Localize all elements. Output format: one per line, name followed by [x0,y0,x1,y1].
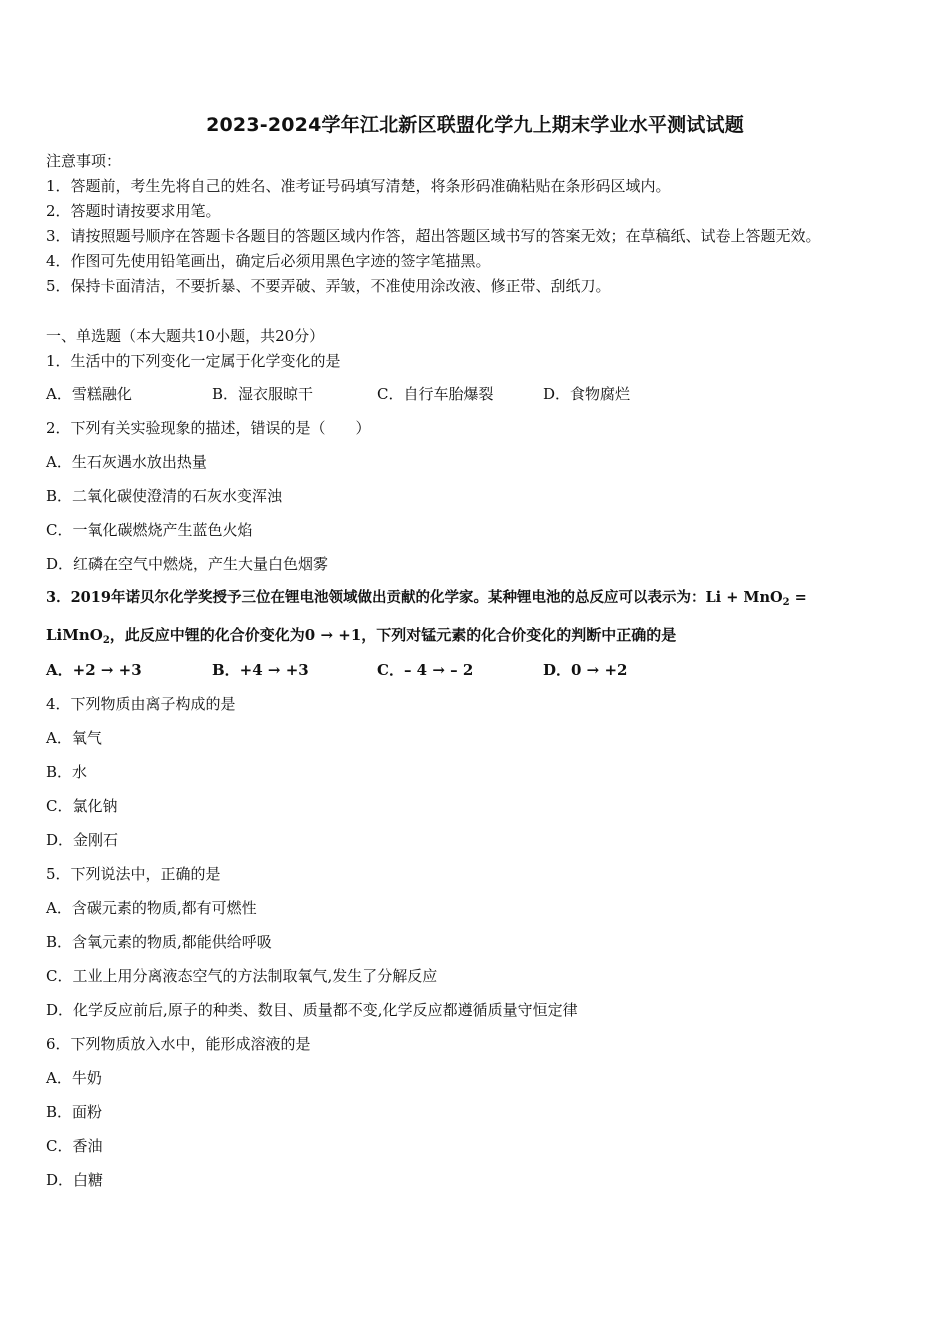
question-4-option-d: D．金刚石 [46,831,119,849]
question-4-stem: 4．下列物质由离子构成的是 [46,695,236,713]
question-2-option-c: C．一氧化碳燃烧产生蓝色火焰 [46,521,253,539]
notice-heading: 注意事项： [46,152,122,170]
question-3-stem-line2 [46,625,676,651]
question-2-option-d: D．红磷在空气中燃烧，产生大量白色烟雾 [46,555,329,573]
notice-item-1: 1．答题前，考生先将自己的姓名、准考证号码填写清楚，将条形码准确粘贴在条形码区域内。 [46,177,671,195]
question-4-option-b: B．水 [46,763,88,781]
notice-item-2: 2．答题时请按要求用笔。 [46,202,221,220]
question-5-option-d: D．化学反应前后,原子的种类、数目、质量都不变,化学反应都遵循质量守恒定律 [46,1001,578,1019]
notice-item-3: 3．请按照题号顺序在答题卡各题目的答题区域内作答，超出答题区域书写的答案无效；在草稿纸、试卷上答题无效。 [46,227,821,245]
question-4-option-a: A．氧气 [46,729,102,747]
section-heading: 一、单选题（本大题共10小题，共20分） [46,327,325,345]
question-3-option-b: B．+4 → +3 [212,661,309,679]
question-4-option-c: C．氯化钠 [46,797,118,815]
question-6-stem: 6．下列物质放入水中，能形成溶液的是 [46,1035,311,1053]
question-6-option-c: C．香油 [46,1137,103,1155]
question-6-option-a: A．牛奶 [46,1069,102,1087]
notice-item-5: 5．保持卡面清洁，不要折暴、不要弄破、弄皱，不准使用涂改液、修正带、刮纸刀。 [46,277,611,295]
question-1-option-d: D．食物腐烂 [543,385,631,403]
question-2-option-a: A．生石灰遇水放出热量 [46,453,207,471]
question-3-subscript-2: 2 [102,635,110,646]
question-3-formula: LiMnO [46,626,103,644]
question-1-option-a: A．雪糕融化 [46,385,132,403]
question-1-option-b: B．湿衣服晾干 [212,385,314,403]
question-6-option-b: B．面粉 [46,1103,103,1121]
question-2-option-b: B．二氧化碳使澄清的石灰水变浑浊 [46,487,283,505]
question-3-option-d: D．0 → +2 [543,661,628,679]
question-3-subscript-1: 2 [782,597,790,608]
question-2-stem: 2．下列有关实验现象的描述，错误的是（ ） [46,419,371,437]
question-5-option-a: A．含碳元素的物质,都有可燃性 [46,899,257,917]
notice-item-4: 4．作图可先使用铅笔画出，确定后必须用黑色字迹的签字笔描黑。 [46,252,491,270]
question-3-stem-text-1: 3．2019年诺贝尔化学奖授予三位在锂电池领域做出贡献的化学家。某种锂电池的总反应可以表示为：Li + MnO [46,589,783,606]
page-title: 2023-2024学年江北新区联盟化学九上期末学业水平测试试题 [206,114,744,136]
question-5-option-b: B．含氧元素的物质,都能供给呼吸 [46,933,272,951]
question-1-option-c: C．自行车胎爆裂 [377,385,494,403]
question-3-stem-text-2: ，此反应中锂的化合价变化为0 → +1，下列对锰元素的化合价变化的判断中正确的是 [109,626,677,644]
question-6-option-d: D．白糖 [46,1171,104,1189]
question-3-option-a: A．+2 → +3 [46,661,142,679]
question-5-stem: 5．下列说法中，正确的是 [46,865,221,883]
question-3-equals: = [789,589,807,606]
question-1-stem: 1．生活中的下列变化一定属于化学变化的是 [46,352,341,370]
question-5-option-c: C．工业上用分离液态空气的方法制取氧气,发生了分解反应 [46,967,438,985]
question-3-option-c: C．– 4 → – 2 [377,661,474,679]
question-3-stem-line1 [46,588,807,613]
